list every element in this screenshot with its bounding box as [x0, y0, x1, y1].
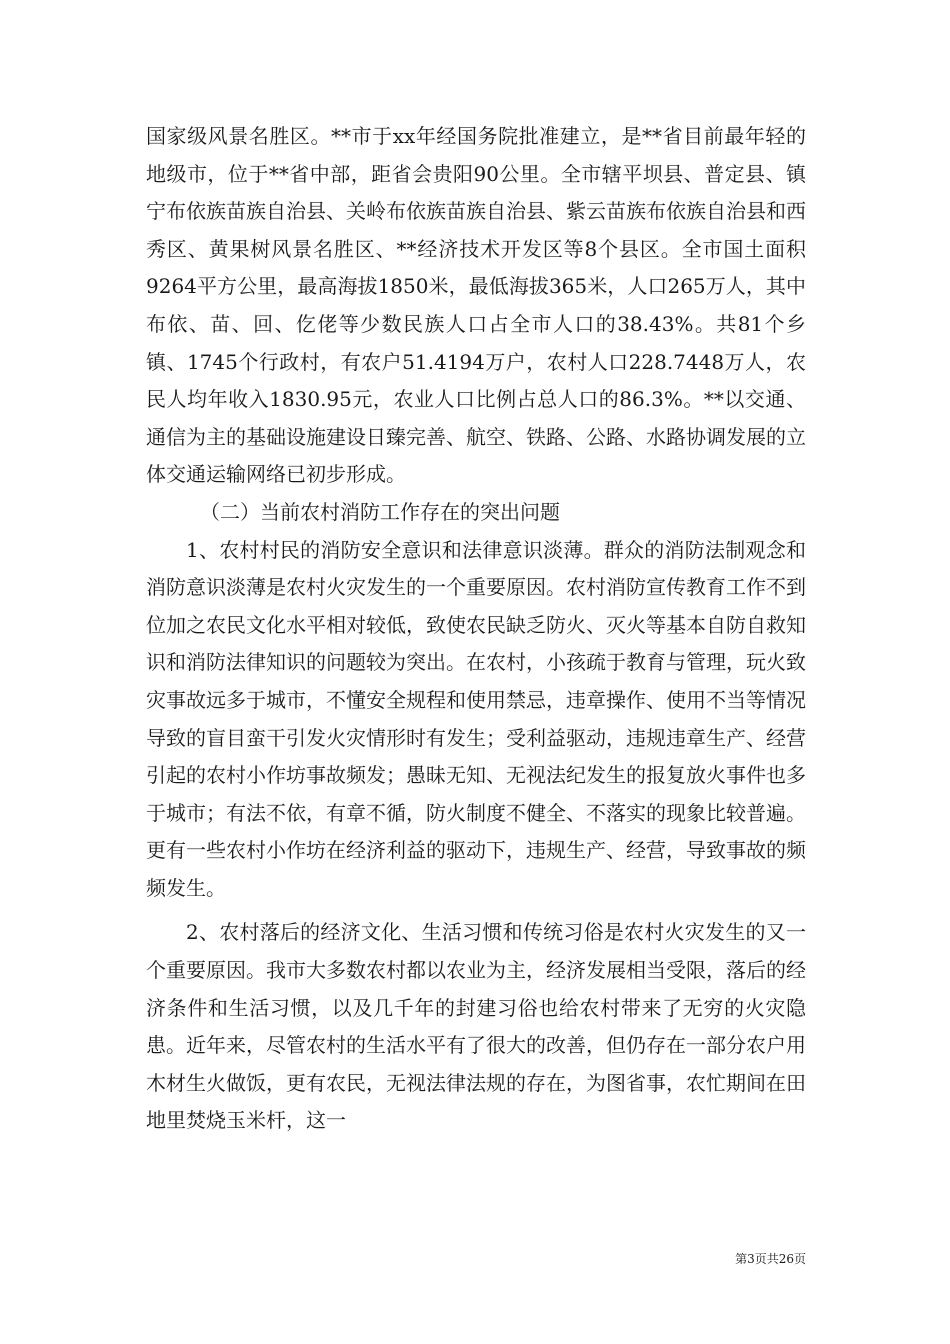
paragraph-point-1: 1、农村村民的消防安全意识和法律意识淡薄。群众的消防法制观念和消防意识淡薄是农村火灾发生的一个重要原因。农村消防宣传教育工作不到位加之农民文化水平相对较低，致使农民缺乏防火、灭火等基本自防自救知识和消防法律知识的问题较为突出。在农村，小孩疏于教育与管理，玩火致灾事故远多于城市，不懂安全规程和使用禁忌，违章操作、使用不当等情况导致的盲目蛮干引发火灾情形时有发生；受利益驱动，违规违章生产、经营引起的农村小作坊事故频发；愚昧无知、无视法纪发生的报复放火事件也多于城市；有法不依，有章不循，防火制度不健全、不落实的现象比较普遍。更有一些农村小作坊在经济利益的驱动下，违规生产、经营，导致事故的频频发生。: [146, 537, 806, 900]
paragraph-point-2: 2、农村落后的经济文化、生活习惯和传统习俗是农村火灾发生的又一个重要原因。我市大多数农村都以农业为主，经济发展相当受限，落后的经济条件和生活习惯，以及几千年的封建习俗也给农村带来了无穷的火灾隐患。近年来，尽管农村的生活水平有了很大的改善，但仍存在一部分农户用木材生火做饭，更有农民，无视法律法规的存在，为图省事，农忙期间在田地里焚烧玉米杆，这一: [146, 920, 806, 1133]
page-number-footer: 第3页共26页: [735, 1252, 806, 1266]
section-heading: （二）当前农村消防工作存在的突出问题: [200, 499, 560, 524]
document-body: [146, 118, 806, 1140]
paragraph-intro: 国家级风景名胜区。**市于xx年经国务院批准建立，是**省目前最年轻的地级市，位于**省中部，距省会贵阳90公里。全市辖平坝县、普定县、镇宁布依族苗族自治县、关岭布依族苗族自治县、紫云苗族布依族自治县和西秀区、黄果树风景名胜区、**经济技术开发区等8个县区。全市国土面积9264平方公里，最高海拔1850米，最低海拔365米，人口265万人，其中布依、苗、回、仡佬等少数民族人口占全市人口的38.43%。共81个乡镇、1745个行政村，有农户51.4194万户，农村人口228.7448万人，农民人均年收入1830.95元，农业人口比例占总人口的86.3%。**以交通、通信为主的基础设施建设日臻完善、航空、铁路、公路、水路协调发展的立体交通运输网络已初步形成。: [146, 124, 806, 487]
